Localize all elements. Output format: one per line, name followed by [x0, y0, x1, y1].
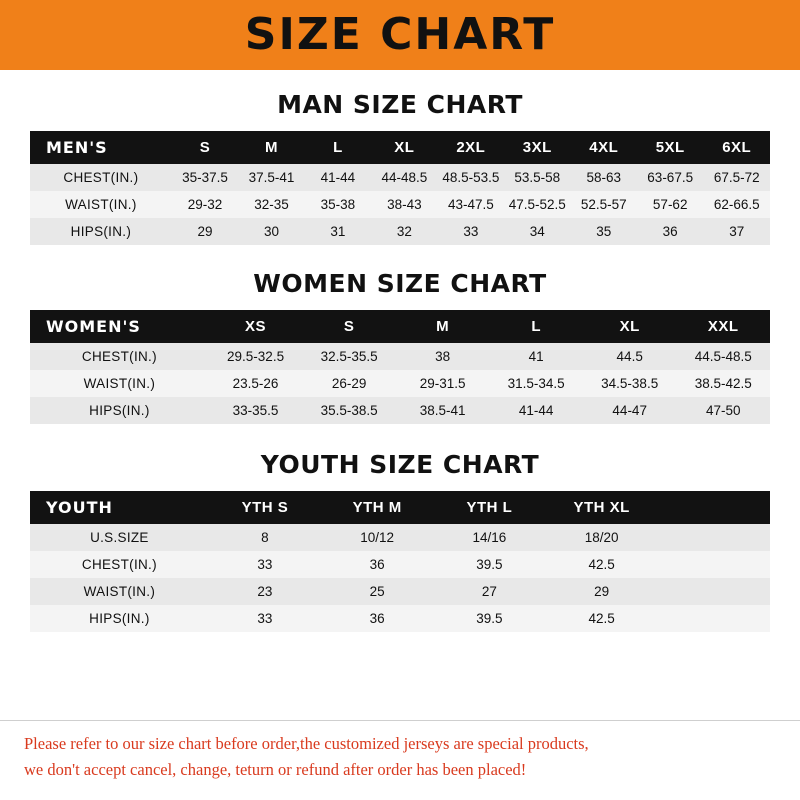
men-chest-2xl: 48.5-53.5	[438, 164, 504, 191]
women-hips-l: 41-44	[489, 397, 583, 424]
men-chest-label: CHEST(IN.)	[30, 164, 172, 191]
women-waist-xxl: 38.5-42.5	[676, 370, 770, 397]
men-chest-4xl: 58-63	[571, 164, 637, 191]
women-size-table	[30, 310, 770, 424]
youth-hips-m: 36	[321, 605, 433, 632]
women-chest-m: 38	[396, 343, 490, 370]
youth-size-table	[30, 491, 770, 632]
women-header-s: S	[302, 310, 396, 343]
men-chest-5xl: 63-67.5	[637, 164, 703, 191]
page-title: SIZE CHART	[244, 9, 556, 60]
women-size-table-wrap	[30, 310, 770, 424]
women-waist-xl: 34.5-38.5	[583, 370, 677, 397]
women-header-xxl: XXL	[676, 310, 770, 343]
men-waist-m: 32-35	[238, 191, 304, 218]
youth-ussize-empty	[658, 524, 770, 551]
youth-waist-l: 27	[433, 578, 545, 605]
men-header-3xl: 3XL	[504, 131, 570, 164]
men-header-l: L	[305, 131, 371, 164]
men-hips-xl: 32	[371, 218, 437, 245]
youth-hips-label: HIPS(IN.)	[30, 605, 209, 632]
youth-ussize-xl: 18/20	[546, 524, 658, 551]
table-row	[30, 551, 770, 578]
men-header-5xl: 5XL	[637, 131, 703, 164]
men-header-4xl: 4XL	[571, 131, 637, 164]
men-waist-2xl: 43-47.5	[438, 191, 504, 218]
women-chest-l: 41	[489, 343, 583, 370]
youth-chest-m: 36	[321, 551, 433, 578]
youth-header-s: YTH S	[209, 491, 321, 524]
youth-ussize-s: 8	[209, 524, 321, 551]
men-hips-s: 29	[172, 218, 238, 245]
women-chest-xl: 44.5	[583, 343, 677, 370]
youth-waist-m: 25	[321, 578, 433, 605]
men-waist-6xl: 62-66.5	[703, 191, 770, 218]
youth-chest-empty	[658, 551, 770, 578]
table-row	[30, 578, 770, 605]
women-header-xl: XL	[583, 310, 677, 343]
men-waist-4xl: 52.5-57	[571, 191, 637, 218]
youth-chest-l: 39.5	[433, 551, 545, 578]
footer-notice	[0, 720, 800, 800]
youth-header-empty	[658, 491, 770, 524]
youth-waist-xl: 29	[546, 578, 658, 605]
youth-chest-label: CHEST(IN.)	[30, 551, 209, 578]
youth-hips-s: 33	[209, 605, 321, 632]
men-hips-2xl: 33	[438, 218, 504, 245]
men-waist-3xl: 47.5-52.5	[504, 191, 570, 218]
women-header-m: M	[396, 310, 490, 343]
men-waist-label: WAIST(IN.)	[30, 191, 172, 218]
men-hips-5xl: 36	[637, 218, 703, 245]
youth-size-table-wrap	[30, 491, 770, 632]
women-hips-xl: 44-47	[583, 397, 677, 424]
men-hips-label: HIPS(IN.)	[30, 218, 172, 245]
women-header-label: WOMEN'S	[30, 310, 209, 343]
table-header-row	[30, 310, 770, 343]
men-hips-4xl: 35	[571, 218, 637, 245]
men-chest-s: 35-37.5	[172, 164, 238, 191]
table-row	[30, 397, 770, 424]
women-hips-xxl: 47-50	[676, 397, 770, 424]
women-hips-m: 38.5-41	[396, 397, 490, 424]
men-chest-m: 37.5-41	[238, 164, 304, 191]
women-hips-xs: 33-35.5	[209, 397, 303, 424]
footer-line-1: Please refer to our size chart before order,the customized jerseys are special products,	[24, 734, 589, 753]
men-section-title: MAN SIZE CHART	[277, 90, 523, 119]
men-size-table	[30, 131, 770, 245]
table-header-row	[30, 131, 770, 164]
women-chest-xs: 29.5-32.5	[209, 343, 303, 370]
men-hips-l: 31	[305, 218, 371, 245]
men-header-label: MEN'S	[30, 131, 172, 164]
youth-ussize-label: U.S.SIZE	[30, 524, 209, 551]
women-waist-label: WAIST(IN.)	[30, 370, 209, 397]
men-header-s: S	[172, 131, 238, 164]
youth-chest-s: 33	[209, 551, 321, 578]
women-waist-l: 31.5-34.5	[489, 370, 583, 397]
youth-header-m: YTH M	[321, 491, 433, 524]
men-waist-5xl: 57-62	[637, 191, 703, 218]
table-row	[30, 164, 770, 191]
men-chest-l: 41-44	[305, 164, 371, 191]
women-waist-s: 26-29	[302, 370, 396, 397]
table-row	[30, 524, 770, 551]
youth-waist-s: 23	[209, 578, 321, 605]
page-banner	[0, 0, 800, 70]
men-header-6xl: 6XL	[703, 131, 770, 164]
men-size-table-wrap	[30, 131, 770, 245]
men-chest-xl: 44-48.5	[371, 164, 437, 191]
youth-header-xl: YTH XL	[546, 491, 658, 524]
men-chest-6xl: 67.5-72	[703, 164, 770, 191]
footer-line-2: we don't accept cancel, change, teturn or refund after order has been placed!	[24, 760, 527, 779]
youth-hips-empty	[658, 605, 770, 632]
women-section-title: WOMEN SIZE CHART	[253, 269, 547, 298]
men-hips-6xl: 37	[703, 218, 770, 245]
youth-waist-empty	[658, 578, 770, 605]
youth-section-title: YOUTH SIZE CHART	[260, 450, 540, 479]
men-waist-xl: 38-43	[371, 191, 437, 218]
women-chest-xxl: 44.5-48.5	[676, 343, 770, 370]
men-chest-3xl: 53.5-58	[504, 164, 570, 191]
youth-chest-xl: 42.5	[546, 551, 658, 578]
women-chest-label: CHEST(IN.)	[30, 343, 209, 370]
men-header-2xl: 2XL	[438, 131, 504, 164]
women-hips-s: 35.5-38.5	[302, 397, 396, 424]
women-waist-xs: 23.5-26	[209, 370, 303, 397]
table-header-row	[30, 491, 770, 524]
women-hips-label: HIPS(IN.)	[30, 397, 209, 424]
men-waist-s: 29-32	[172, 191, 238, 218]
table-row	[30, 605, 770, 632]
men-header-m: M	[238, 131, 304, 164]
youth-ussize-l: 14/16	[433, 524, 545, 551]
youth-hips-l: 39.5	[433, 605, 545, 632]
women-header-l: L	[489, 310, 583, 343]
table-row	[30, 370, 770, 397]
table-row	[30, 343, 770, 370]
youth-ussize-m: 10/12	[321, 524, 433, 551]
table-row	[30, 218, 770, 245]
table-row	[30, 191, 770, 218]
youth-hips-xl: 42.5	[546, 605, 658, 632]
women-waist-m: 29-31.5	[396, 370, 490, 397]
men-hips-3xl: 34	[504, 218, 570, 245]
women-header-xs: XS	[209, 310, 303, 343]
youth-header-label: YOUTH	[30, 491, 209, 524]
men-hips-m: 30	[238, 218, 304, 245]
men-header-xl: XL	[371, 131, 437, 164]
youth-waist-label: WAIST(IN.)	[30, 578, 209, 605]
women-chest-s: 32.5-35.5	[302, 343, 396, 370]
youth-header-l: YTH L	[433, 491, 545, 524]
men-waist-l: 35-38	[305, 191, 371, 218]
